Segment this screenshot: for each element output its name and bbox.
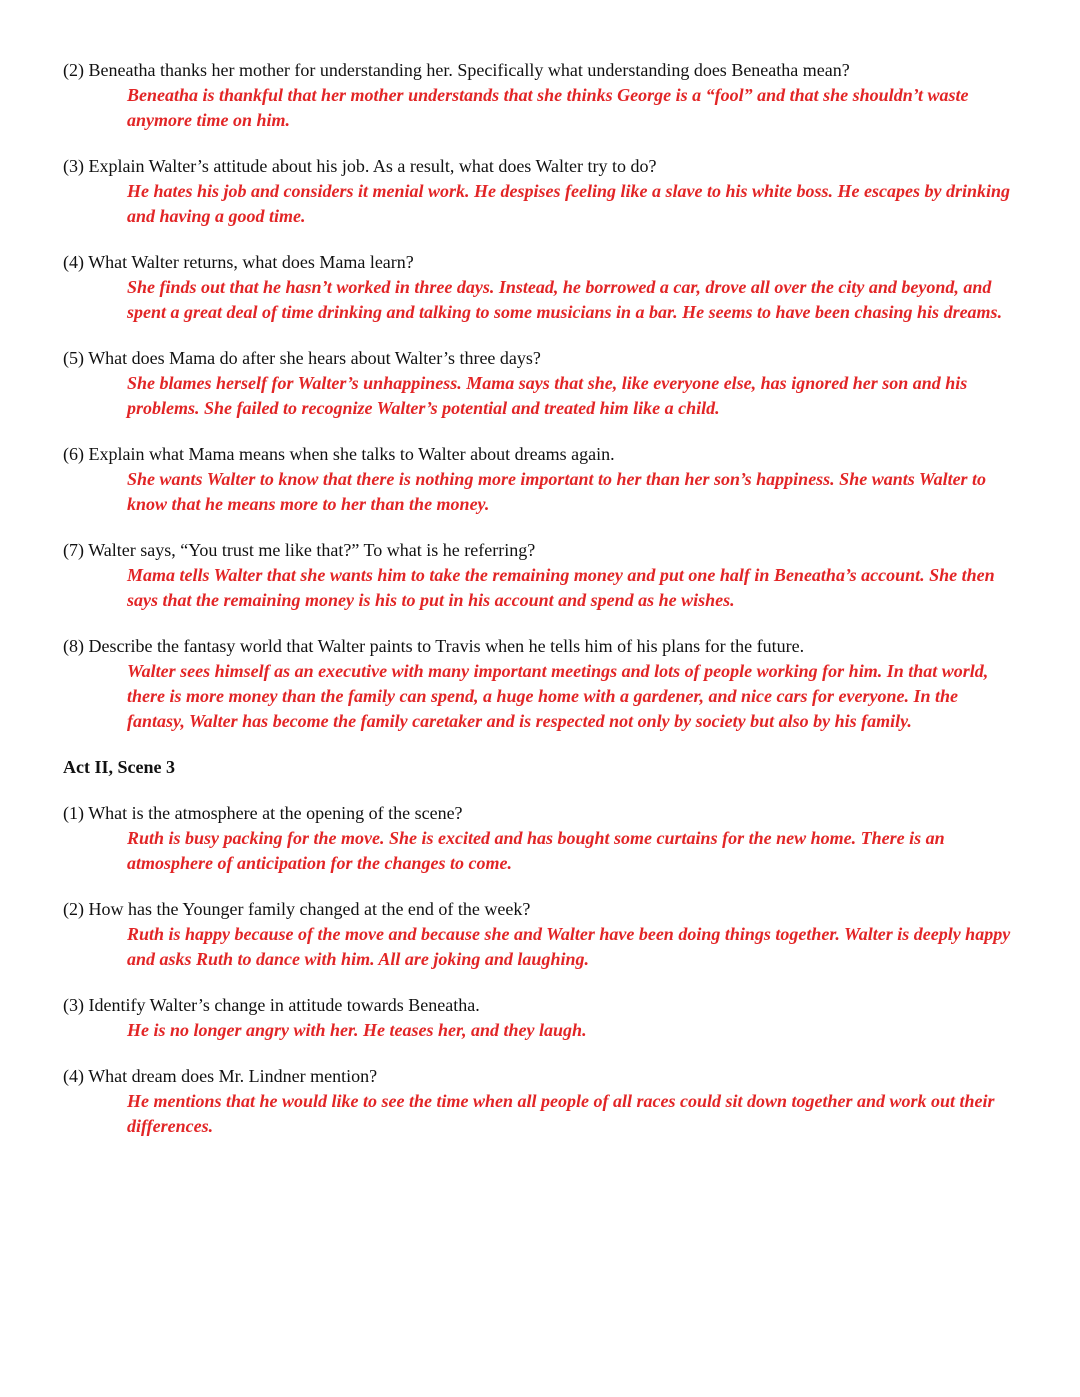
answer-text: Walter sees himself as an executive with many important meetings and lots of people working for him. In that world, there is more money than the family can spend, a huge home with a gardener, and nice cars for everyone. In the fantasy, Walter has become the family caretaker and is respected not only by society but also by his family.: [127, 661, 989, 731]
qa-item: [63, 634, 1016, 734]
question-number: (4): [63, 1066, 84, 1086]
question-number: (3): [63, 156, 84, 176]
question-text: [63, 897, 1016, 922]
answer-text: She finds out that he hasn’t worked in three days. Instead, he borrowed a car, drove all over the city and beyond, and spent a great deal of time drinking and talking to some musicians in a bar. He seems to have been chasing his dreams.: [127, 277, 1003, 322]
qa-item: [63, 993, 1016, 1043]
answer-text: He mentions that he would like to see the time when all people of all races could sit down together and work out their differences.: [127, 1091, 995, 1136]
question-text: [63, 58, 1016, 83]
qa-item: [63, 442, 1016, 517]
question-number: (5): [63, 348, 84, 368]
question-label: What does Mama do after she hears about Walter’s three days?: [88, 348, 541, 368]
qa-item: [63, 801, 1016, 876]
qa-item: [63, 58, 1016, 133]
section-heading: Act II, Scene 3: [63, 757, 175, 777]
answer-text: Ruth is happy because of the move and because she and Walter have been doing things together. Walter is deeply happy and asks Ruth to dance with him. All are joking and laughing.: [127, 924, 1011, 969]
qa-item: [63, 897, 1016, 972]
question-label: What is the atmosphere at the opening of the scene?: [88, 803, 463, 823]
question-label: Explain what Mama means when she talks to Walter about dreams again.: [88, 444, 615, 464]
question-number: (4): [63, 252, 84, 272]
qa-item: [63, 154, 1016, 229]
question-text: [63, 801, 1016, 826]
answer-text: She blames herself for Walter’s unhappiness. Mama says that she, like everyone else, has ignored her son and his problems. She failed to recognize Walter’s potential and treated him like a child.: [127, 373, 968, 418]
question-number: (8): [63, 636, 84, 656]
qa-item: [63, 1064, 1016, 1139]
qa-item: [63, 538, 1016, 613]
answer-text: She wants Walter to know that there is nothing more important to her than her son’s happiness. She wants Walter to know that he means more to her than the money.: [127, 469, 987, 514]
question-text: [63, 154, 1016, 179]
question-label: Describe the fantasy world that Walter paints to Travis when he tells him of his plans for the future.: [88, 636, 805, 656]
question-text: [63, 442, 1016, 467]
answer-text: He is no longer angry with her. He teases her, and they laugh.: [127, 1020, 587, 1040]
answer-text: Ruth is busy packing for the move. She is excited and has bought some curtains for the new home. There is an atmosphere of anticipation for the changes to come.: [127, 828, 945, 873]
question-text: [63, 993, 1016, 1018]
question-number: (6): [63, 444, 84, 464]
question-label: How has the Younger family changed at the end of the week?: [88, 899, 531, 919]
question-label: Identify Walter’s change in attitude towards Beneatha.: [88, 995, 480, 1015]
question-label: What dream does Mr. Lindner mention?: [88, 1066, 378, 1086]
question-label: Walter says, “You trust me like that?” To what is he referring?: [88, 540, 536, 560]
question-text: [63, 346, 1016, 371]
qa-item: [63, 346, 1016, 421]
question-number: (1): [63, 803, 84, 823]
qa-item: [63, 250, 1016, 325]
question-number: (2): [63, 899, 84, 919]
question-text: [63, 1064, 1016, 1089]
answer-text: He hates his job and considers it menial work. He despises feeling like a slave to his white boss. He escapes by drinking and having a good time.: [127, 181, 1011, 226]
question-text: [63, 538, 1016, 563]
question-label: Beneatha thanks her mother for understanding her. Specifically what understanding does Beneatha mean?: [88, 60, 850, 80]
question-number: (3): [63, 995, 84, 1015]
question-number: (7): [63, 540, 84, 560]
question-text: [63, 250, 1016, 275]
answer-text: Beneatha is thankful that her mother understands that she thinks George is a “fool” and that she shouldn’t waste anymore time on him.: [127, 85, 969, 130]
question-label: What Walter returns, what does Mama learn?: [88, 252, 414, 272]
answer-text: Mama tells Walter that she wants him to take the remaining money and put one half in Beneatha’s account. She then says that the remaining money is his to put in his account and spend as he wishes.: [127, 565, 995, 610]
question-text: [63, 634, 1016, 659]
question-label: Explain Walter’s attitude about his job. As a result, what does Walter try to do?: [88, 156, 657, 176]
question-number: (2): [63, 60, 84, 80]
